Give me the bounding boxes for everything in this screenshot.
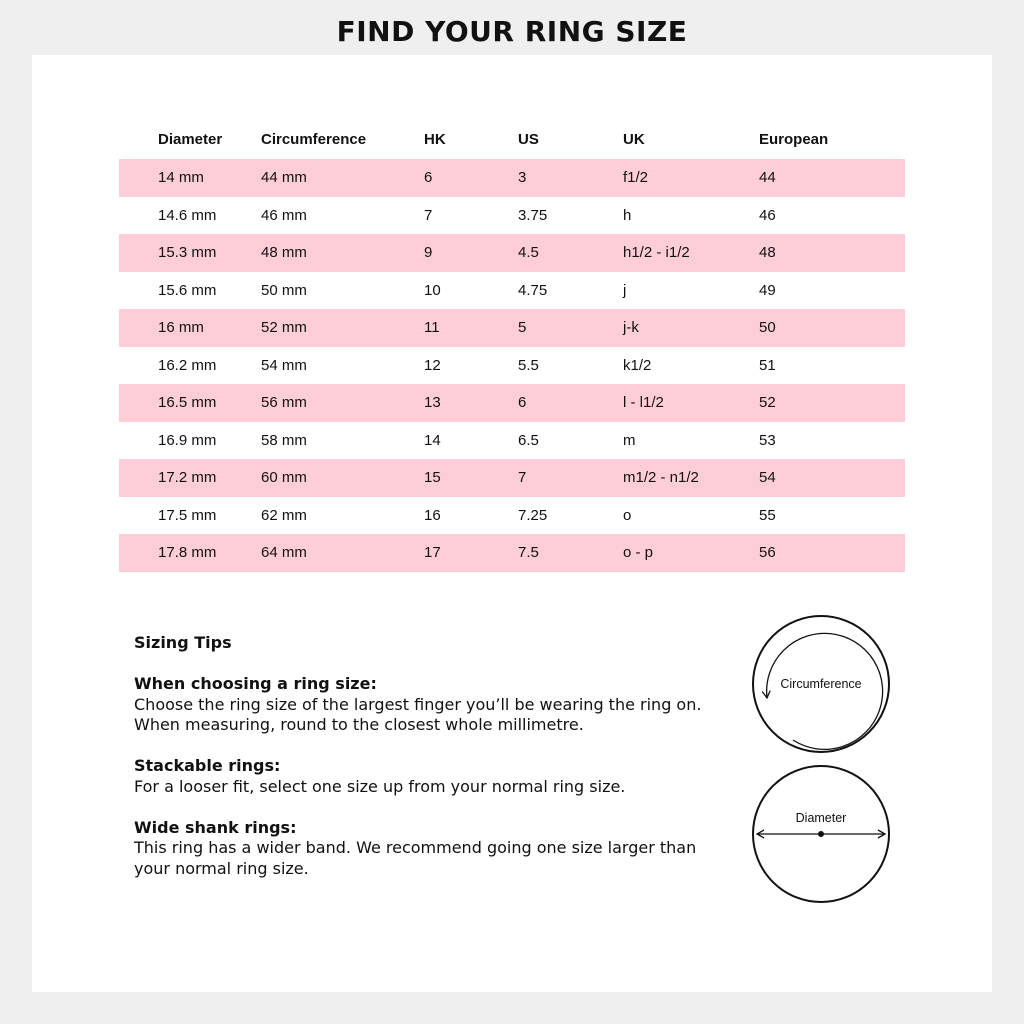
cell-circumference: 62 mm xyxy=(261,506,307,524)
cell-diameter: 14 mm xyxy=(119,159,261,197)
cell-us: 4.75 xyxy=(518,281,548,299)
cell-us: 7.5 xyxy=(518,534,623,572)
cell-uk: h xyxy=(623,206,632,224)
cell-hk: 9 xyxy=(424,234,518,272)
table-body xyxy=(119,159,905,572)
sizing-tips-title: Sizing Tips xyxy=(134,633,232,652)
header-european: European xyxy=(759,130,829,148)
cell-us: 3.75 xyxy=(518,206,548,224)
header-us: US xyxy=(518,130,539,148)
table-row xyxy=(119,497,905,535)
ring-size-table xyxy=(119,119,905,572)
cell-us: 3 xyxy=(518,159,623,197)
cell-european: 51 xyxy=(759,356,776,374)
size-guide-card xyxy=(32,55,992,992)
cell-hk: 16 xyxy=(424,506,441,524)
tip-heading: Stackable rings: xyxy=(134,756,281,775)
cell-diameter: 16.5 mm xyxy=(119,384,261,422)
cell-us: 7.25 xyxy=(518,506,548,524)
cell-uk: f1/2 xyxy=(623,159,759,197)
cell-circumference: 44 mm xyxy=(261,159,424,197)
cell-european: 44 xyxy=(759,159,905,197)
cell-hk: 14 xyxy=(424,431,441,449)
cell-diameter: 16 mm xyxy=(119,309,261,347)
cell-diameter: 14.6 mm xyxy=(158,206,217,224)
cell-hk: 6 xyxy=(424,159,518,197)
cell-hk: 13 xyxy=(424,384,518,422)
cell-european: 48 xyxy=(759,234,905,272)
header-circumference: Circumference xyxy=(261,130,367,148)
cell-circumference: 60 mm xyxy=(261,459,424,497)
table-row xyxy=(119,159,905,197)
cell-european: 55 xyxy=(759,506,776,524)
table-row xyxy=(119,309,905,347)
cell-hk: 17 xyxy=(424,534,518,572)
cell-us: 5 xyxy=(518,309,623,347)
cell-european: 46 xyxy=(759,206,776,224)
table-row xyxy=(119,347,905,385)
header-hk: HK xyxy=(424,130,446,148)
table-row xyxy=(119,197,905,235)
cell-diameter: 17.5 mm xyxy=(158,506,217,524)
cell-circumference: 48 mm xyxy=(261,234,424,272)
cell-european: 49 xyxy=(759,281,776,299)
cell-diameter: 17.2 mm xyxy=(119,459,261,497)
cell-uk: o - p xyxy=(623,534,759,572)
tip-wide-shank xyxy=(134,818,734,880)
center-dot-icon xyxy=(818,831,824,837)
cell-european: 56 xyxy=(759,534,905,572)
cell-circumference: 54 mm xyxy=(261,356,307,374)
cell-uk: l - l1/2 xyxy=(623,384,759,422)
cell-european: 50 xyxy=(759,309,905,347)
table-row xyxy=(119,534,905,572)
tip-stackable xyxy=(134,756,734,797)
cell-circumference: 46 mm xyxy=(261,206,307,224)
cell-uk: h1/2 - i1/2 xyxy=(623,234,759,272)
cell-uk: j xyxy=(623,281,627,299)
tip-heading: When choosing a ring size: xyxy=(134,674,377,693)
table-header-row xyxy=(119,119,905,159)
cell-circumference: 58 mm xyxy=(261,431,307,449)
cell-diameter: 16.9 mm xyxy=(158,431,217,449)
ring-measurement-diagram xyxy=(747,610,907,910)
header-diameter: Diameter xyxy=(158,130,223,148)
cell-us: 4.5 xyxy=(518,234,623,272)
header-uk: UK xyxy=(623,130,645,148)
cell-european: 54 xyxy=(759,459,905,497)
page-title: FIND YOUR RING SIZE xyxy=(336,15,688,48)
cell-uk: j-k xyxy=(623,309,759,347)
sizing-tips xyxy=(134,633,734,900)
tip-choosing xyxy=(134,674,734,736)
diameter-diagram xyxy=(753,766,889,902)
cell-diameter: 15.3 mm xyxy=(119,234,261,272)
cell-hk: 15 xyxy=(424,459,518,497)
cell-hk: 7 xyxy=(424,206,433,224)
table-row xyxy=(119,272,905,310)
cell-uk: o xyxy=(623,506,632,524)
cell-european: 52 xyxy=(759,384,905,422)
cell-us: 7 xyxy=(518,459,623,497)
cell-diameter: 17.8 mm xyxy=(119,534,261,572)
cell-circumference: 64 mm xyxy=(261,534,424,572)
tip-text: Choose the ring size of the largest finger you’ll be wearing the ring on. xyxy=(134,694,702,714)
cell-us: 5.5 xyxy=(518,356,539,374)
cell-diameter: 16.2 mm xyxy=(158,356,217,374)
cell-uk: m xyxy=(623,431,636,449)
tip-heading: Wide shank rings: xyxy=(134,817,297,837)
table-row xyxy=(119,459,905,497)
cell-uk: m1/2 - n1/2 xyxy=(623,459,759,497)
tip-text: When measuring, round to the closest whole millimetre. xyxy=(134,715,584,734)
tip-text: This ring has a wider band. We recommend going one size larger than xyxy=(134,838,697,857)
cell-circumference: 52 mm xyxy=(261,309,424,347)
cell-hk: 12 xyxy=(424,356,441,374)
tip-text: your normal ring size. xyxy=(134,858,309,878)
cell-diameter: 15.6 mm xyxy=(158,281,217,299)
cell-circumference: 50 mm xyxy=(261,281,307,299)
cell-hk: 11 xyxy=(424,309,518,347)
cell-us: 6.5 xyxy=(518,431,539,449)
cell-circumference: 56 mm xyxy=(261,384,424,422)
circumference-arrow-icon xyxy=(767,633,883,749)
tip-text: For a looser fit, select one size up from your normal ring size. xyxy=(134,776,626,796)
table-row xyxy=(119,384,905,422)
diameter-label: Diameter xyxy=(795,811,847,825)
table-row xyxy=(119,234,905,272)
table-row xyxy=(119,422,905,460)
cell-european: 53 xyxy=(759,431,776,449)
circumference-diagram xyxy=(753,616,889,752)
cell-uk: k1/2 xyxy=(623,356,652,374)
circumference-label: Circumference xyxy=(780,677,862,691)
cell-hk: 10 xyxy=(424,281,441,299)
cell-us: 6 xyxy=(518,384,623,422)
